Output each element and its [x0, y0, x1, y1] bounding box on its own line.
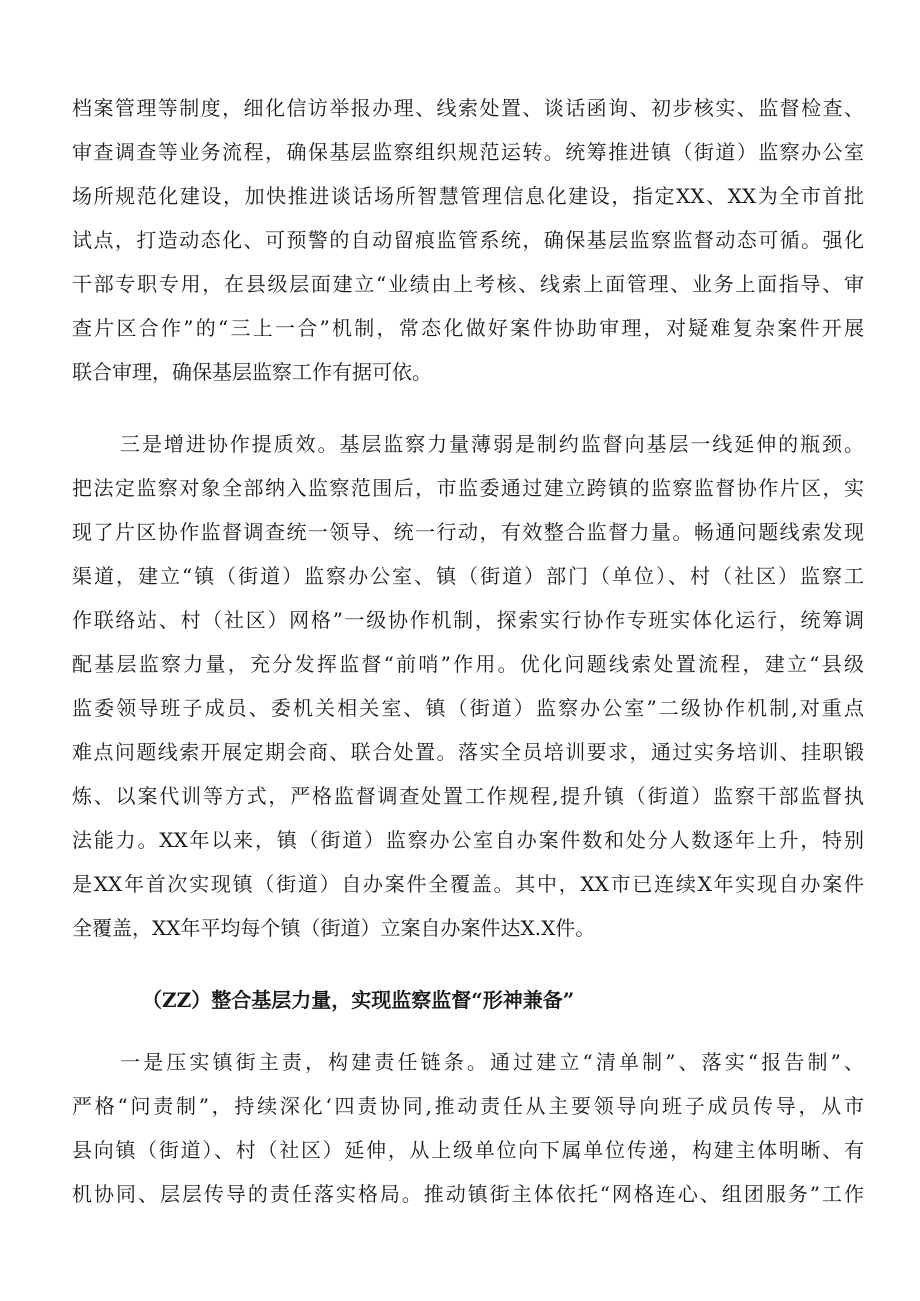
paragraph-line: 现了片区协作监督调查统一领导、统一行动，有效整合监督力量。畅通问题线索发现	[72, 520, 864, 544]
paragraph-line: 县向镇（街道）、村（社区）延伸，从上级单位向下属单位传递，构建主体明晰、有	[72, 1138, 864, 1162]
paragraph-spacer	[72, 394, 864, 422]
paragraph-line: 炼、以案代训等方式，严格监督调查处置工作规程,提升镇（街道）监察干部监督执	[72, 784, 864, 808]
paragraph-line: 法能力。XX年以来，镇（街道）监察办公室自办案件数和处分人数逐年上升，特别	[72, 828, 864, 852]
paragraph-line: 联合审理，确保基层监察工作有据可依。	[72, 360, 432, 384]
paragraph-line: 三是增进协作提质效。基层监察力量薄弱是制约监督向基层一线延伸的瓶颈。	[120, 432, 864, 456]
paragraph-line: 审查调查等业务流程，确保基层监察组织规范运转。统筹推进镇（街道）监察办公室	[72, 140, 864, 164]
paragraph-2	[72, 422, 864, 950]
paragraph-spacer	[72, 950, 864, 978]
paragraph-line: 配基层监察力量，充分发挥监督“前哨”作用。优化问题线索处置流程，建立“县级	[72, 652, 864, 676]
paragraph-line: 渠道，建立“镇（街道）监察办公室、镇（街道）部门（单位）、村（社区）监察工	[72, 564, 864, 588]
section-heading: （ZZ）整合基层力量，实现监察监督“形神兼备”	[142, 988, 575, 1012]
paragraph-line: 难点问题线索开展定期会商、联合处置。落实全员培训要求，通过实务培训、挂职锻	[72, 740, 864, 764]
paragraph-line: 把法定监察对象全部纳入监察范围后，市监委通过建立跨镇的监察监督协作片区，实	[72, 476, 864, 500]
paragraph-line: 是XX年首次实现镇（街道）自办案件全覆盖。其中，XX市已连续X年实现自办案件	[72, 872, 864, 896]
paragraph-3	[72, 1040, 864, 1216]
paragraph-line: 查片区合作”的“三上一合”机制，常态化做好案件协助审理，对疑难复杂案件开展	[72, 316, 864, 340]
paragraph-line: 一是压实镇街主责，构建责任链条。通过建立“清单制”、落实“报告制”、	[120, 1050, 864, 1074]
paragraph-spacer	[72, 1022, 864, 1040]
paragraph-line: 档案管理等制度，细化信访举报办理、线索处置、谈话函询、初步核实、监督检查、	[72, 96, 864, 120]
paragraph-line: 干部专职专用，在县级层面建立“业绩由上考核、线索上面管理、业务上面指导、审	[72, 272, 864, 296]
paragraph-line: 试点，打造动态化、可预警的自动留痕监管系统，确保基层监察监督动态可循。强化	[72, 228, 864, 252]
paragraph-line: 场所规范化建设，加快推进谈话场所智慧管理信息化建设，指定XX、XX为全市首批	[72, 184, 864, 208]
paragraph-1	[72, 86, 864, 394]
paragraph-line: 全覆盖，XX年平均每个镇（街道）立案自办案件达X.X件。	[72, 916, 596, 940]
document-page	[72, 86, 864, 1216]
paragraph-line: 作联络站、村（社区）网格”一级协作机制，探索实行协作专班实体化运行，统筹调	[72, 608, 864, 632]
paragraph-line: 机协同、层层传导的责任落实格局。推动镇街主体依托“网格连心、组团服务”工作	[72, 1182, 864, 1206]
paragraph-line: 严格“问责制”，持续深化‘四责协同,推动责任从主要领导向班子成员传导，从市	[72, 1094, 864, 1118]
paragraph-line: 监委领导班子成员、委机关相关室、镇（街道）监察办公室”二级协作机制,对重点	[72, 696, 864, 720]
